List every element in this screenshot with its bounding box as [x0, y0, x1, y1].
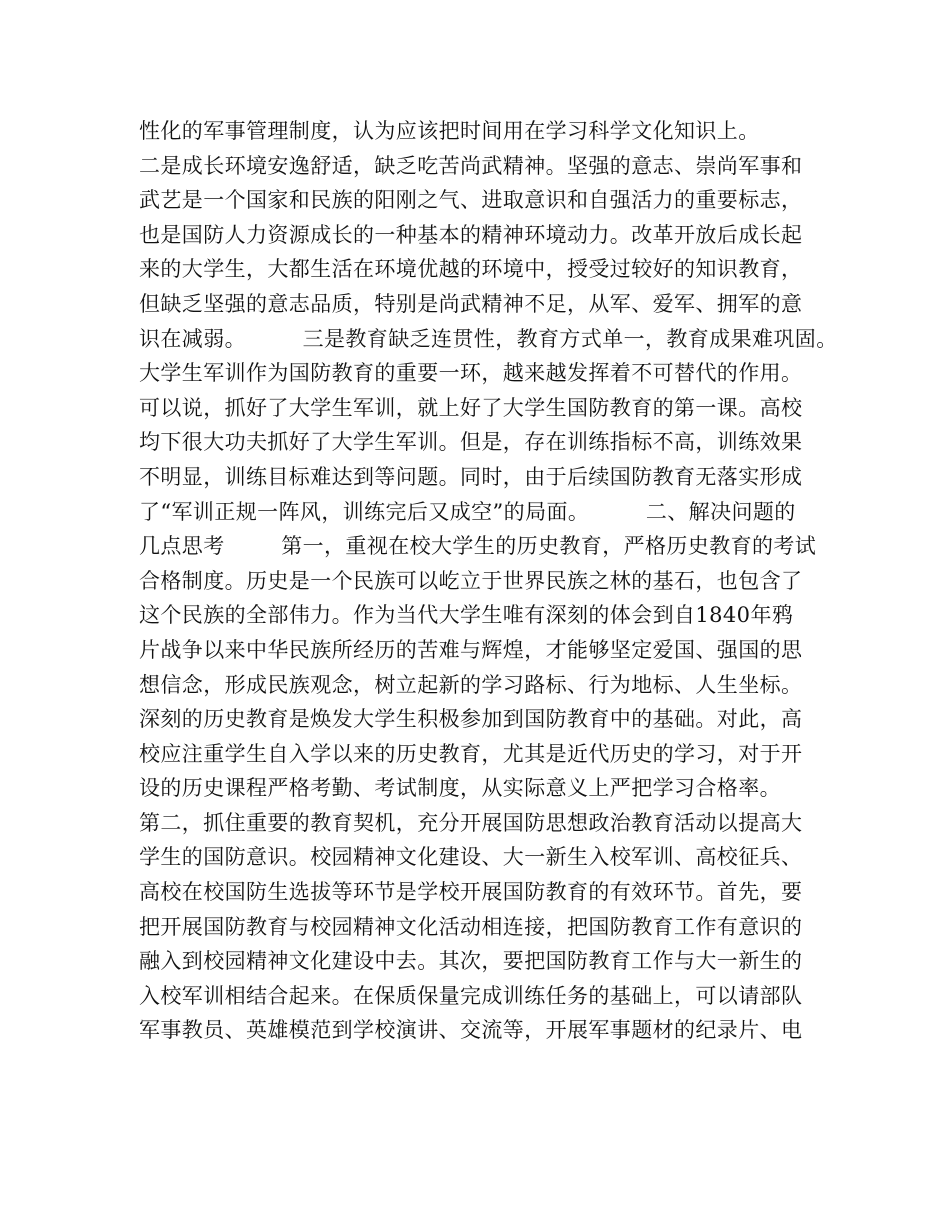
text-line: 入校军训相结合起来。在保质保量完成训练任务的基础上，可以请部队	[139, 983, 803, 1008]
text-line: 识在减弱。 三是教育缺乏连贯性，教育方式单一，教育成果难巩固。	[139, 326, 838, 351]
text-line: 融入到校园精神文化建设中去。其次，要把国防教育工作与大一新生的	[139, 949, 803, 974]
text-line: 大学生军训作为国防教育的重要一环，越来越发挥着不可替代的作用。	[139, 361, 803, 386]
text-line: 均下很大功夫抓好了大学生军训。但是，存在训练指标不高，训练效果	[139, 430, 803, 455]
text-line: 学生的国防意识。校园精神文化建设、大一新生入校军训、高校征兵、	[139, 845, 803, 870]
text-line: 想信念，形成民族观念，树立起新的学习路标、行为地标、人生坐标。	[139, 672, 803, 697]
text-line: 校应注重学生自入学以来的历史教育，尤其是近代历史的学习，对于开	[139, 741, 803, 766]
text-line: 武艺是一个国家和民族的阳刚之气、进取意识和自强活力的重要标志，	[139, 188, 803, 213]
text-line: 军事教员、英雄模范到学校演讲、交流等，开展军事题材的纪录片、电	[139, 1018, 803, 1043]
text-line: 设的历史课程严格考勤、考试制度，从实际意义上严把学习合格率。	[139, 776, 781, 801]
text-line: 性化的军事管理制度，认为应该把时间用在学习科学文化知识上。	[139, 119, 760, 143]
text-line: 把开展国防教育与校园精神文化活动相连接，把国防教育工作有意识的	[139, 914, 803, 939]
text-line: 可以说，抓好了大学生军训，就上好了大学生国防教育的第一课。高校	[139, 395, 803, 420]
text-line: 了“军训正规一阵风，训练完后又成空”的局面。 二、解决问题的	[139, 499, 796, 524]
text-line: 二是成长环境安逸舒适，缺乏吃苦尚武精神。坚强的意志、崇尚军事和	[139, 153, 803, 178]
text-line: 但缺乏坚强的意志品质，特别是尚武精神不足，从军、爱军、拥军的意	[139, 291, 803, 316]
text-line: 这个民族的全部伟力。作为当代大学生唯有深刻的体会到自1840年鸦	[139, 603, 794, 628]
text-line: 几点思考 第一，重视在校大学生的历史教育，严格历史教育的考试	[139, 534, 817, 559]
text-line: 合格制度。历史是一个民族可以屹立于世界民族之林的基石，也包含了	[139, 568, 803, 593]
text-line: 不明显，训练目标难达到等问题。同时，由于后续国防教育无落实形成	[139, 464, 803, 489]
body-text	[139, 114, 838, 1048]
text-line: 来的大学生，大都生活在环境优越的环境中，授受过较好的知识教育，	[139, 257, 803, 282]
text-line: 深刻的历史教育是焕发大学生积极参加到国防教育中的基础。对此，高	[139, 707, 803, 732]
text-line: 也是国防人力资源成长的一种基本的精神环境动力。改革开放后成长起	[139, 222, 803, 247]
text-line: 片战争以来中华民族所经历的苦难与辉煌，才能够坚定爱国、强国的思	[139, 637, 803, 662]
text-line: 第二，抓住重要的教育契机，充分开展国防思想政治教育活动以提高大	[139, 810, 803, 835]
text-line: 高校在校国防生选拔等环节是学校开展国防教育的有效环节。首先，要	[139, 880, 803, 905]
